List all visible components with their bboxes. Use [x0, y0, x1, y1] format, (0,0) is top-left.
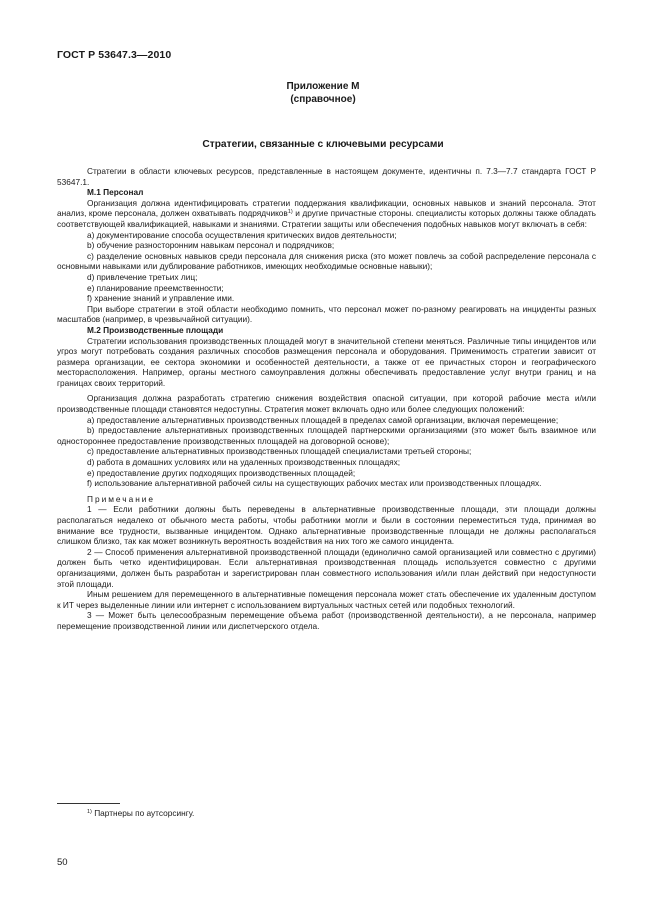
list-item: d) работа в домашних условиях или на удаленных производственных площадях; [87, 457, 401, 468]
personnel-text-1: Организация должна идентифицировать стратегии поддержания квалификации, основных навыков и знаний персонала. Этот анализ, кроме персонала, должен охватывать подрядчиков [57, 197, 596, 219]
appendix-subtitle: (справочное) [290, 94, 356, 105]
list-item: d) привлечение третьих лиц; [87, 271, 198, 282]
list-item: c) предоставление альтернативных производственных площадей специалистами третьей стороны; [87, 446, 472, 457]
list-item: f) использование альтернативной рабочей силы на существующих рабочих местах или производственных площадях. [87, 478, 542, 489]
section-title: Стратегии, связанные с ключевыми ресурсами [202, 139, 444, 150]
list-item: e) планирование преемственности; [87, 282, 224, 293]
footnote-text: Партнеры по аутсорсингу. [91, 808, 195, 818]
personnel-paragraph [57, 198, 596, 230]
footnote-ref: 1) [287, 209, 293, 216]
note-item: 2 — Способ применения альтернативной производственной площади (единолично самой организацией или совместно с другими) должен быть четко идентифицирован. Если альтернативная производственная площадь используется совместно с другими организациями, должен быть разработан и зарегистрирован план совместного использования и/или план действий при недоступности этой площади. [57, 546, 596, 589]
personnel-text-2: и другие причастные стороны. специалисты которых должны также обладать соответствующей квалификацией, навыками и знаниями. Стратегии защиты или обеспечения подобных навыков могут включать в себя: [57, 208, 596, 229]
list-item: а) документирование способа осуществления критических видов деятельности; [87, 229, 397, 240]
premises-paragraph-1: Стратегии использования производственных площадей могут в значительной степени меняться. Различные типы инцидентов или угроз могут потребовать создания различных способов размещения персонала и оборудования. Применимость стратегии зависит от размера организации, ее сектора экономики и особенностей деятельности, а также от ее причастных сторон и географического месторасположения. Например, органы местного самоуправления должны обеспечивать предоставление услуг внутри границ и на границах своих территорий. [57, 335, 596, 388]
standard-header: ГОСТ Р 53647.3—2010 [57, 49, 172, 61]
footnote [87, 808, 194, 818]
intro-paragraph: Стратегии в области ключевых ресурсов, представленные в настоящем документе, идентичны п. 7.3—7.7 стандарта ГОСТ Р 53647.1. [57, 166, 596, 187]
premises-heading: М.2 Производственные площади [87, 324, 224, 335]
list-item: b) обучение разносторонним навыкам персонал и подрядчиков; [87, 240, 335, 251]
list-item: f) хранение знаний и управление ими. [87, 293, 235, 304]
note-item: 3 — Может быть целесообразным перемещение объема работ (производственной деятельности), а не персонала, например перемещение производственной линии или диспетчерского отдела. [57, 610, 596, 631]
personnel-closing: При выборе стратегии в этой области необходимо помнить, что персонал может по-разному реагировать на инциденты разных масштабов (например, в чрезвычайной ситуации). [57, 303, 596, 325]
list-item: с) разделение основных навыков среди персонала для снижения риска (это может повлечь за собой распределение персонала с основными навыками или дублирование работников, имеющих необходимые основные навыки); [57, 250, 596, 272]
footnote-divider [57, 803, 120, 804]
premises-paragraph-2: Организация должна разработать стратегию снижения воздействия опасной ситуации, при которой рабочие места и/или производственные площади становятся недоступны. Стратегия может включать одно или более следующих положений: [57, 393, 596, 415]
note-heading: Примечание [87, 493, 156, 504]
list-item: а) предоставление альтернативных производственных площадей в пределах самой организации, включая перемещение; [87, 414, 559, 425]
page-number: 50 [57, 857, 68, 868]
personnel-heading: М.1 Персонал [87, 187, 144, 198]
list-item: e) предоставление других подходящих производственных площадей; [87, 467, 356, 478]
body-text [57, 166, 596, 632]
note-item: Иным решением для перемещенного в альтернативные помещения персонала может стать обеспечение их удаленным доступом к ИТ через выделенные линии или интернет с использованием виртуальных частных сетей или подобных технологий. [57, 589, 596, 610]
list-item: b) предоставление альтернативных производственных площадей партнерскими организациями (это может быть взаимное или одностороннее предоставление производственных площадей на договорной основе); [57, 425, 596, 446]
footnote-mark: 1) [87, 809, 92, 815]
note-item: 1 — Если работники должны быть переведены в альтернативные производственные площади, эти площади должны располагаться недалеко от обычного места работы, чтобы работники могли и были в состоянии переместиться туда, принимая во внимание все трудности, вызванные инцидентом. Однако альтернативные производственные площади не должны располагаться слишком близко, так как может возникнуть вероятность воздействия на них того же самого инцидента. [57, 504, 596, 547]
appendix-title: Приложение М [286, 81, 360, 92]
